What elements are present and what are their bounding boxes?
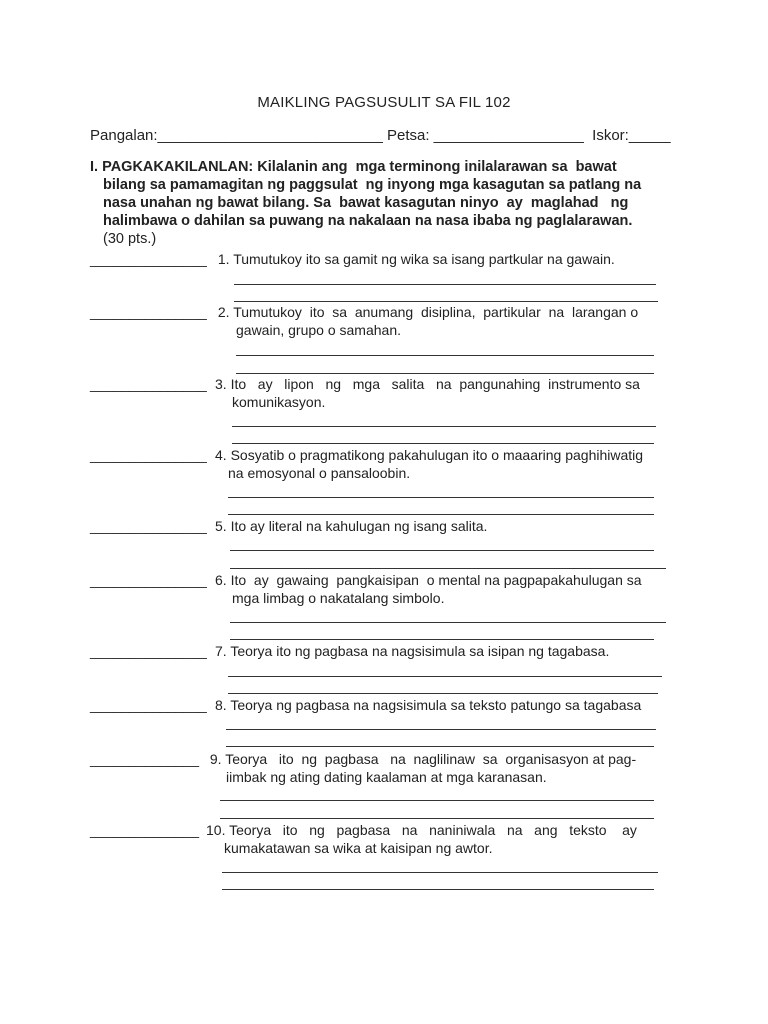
explanation-line[interactable] [230,639,654,640]
answer-blank[interactable]: _______________ [90,643,207,659]
answer-blank[interactable]: _______________ [90,447,207,463]
answer-blank[interactable]: ______________ [90,822,200,838]
question-text-continued: gawain, grupo o samahan. [236,322,401,338]
question-text: 5. Ito ay literal na kahulugan ng isang salita. [215,518,488,534]
question-text-continued: komunikasyon. [232,394,326,410]
explanation-line[interactable] [234,284,656,285]
explanation-line[interactable] [234,301,658,302]
explanation-line[interactable] [232,443,654,444]
answer-blank[interactable]: _______________ [90,697,207,713]
instructions-line-2: bilang sa pamamagitan ng paggsulat ng inyong mga kasagutan sa patlang na [103,177,642,193]
question-text-continued: na emosyonal o pansaloobin. [228,465,411,481]
question-text: 4. Sosyatib o pragmatikong pakahulugan ito o maaaring paghihiwatig [215,447,644,463]
question-text: 9. Teorya ito ng pagbasa na naglilinaw sa organisasyon at pag- [206,751,637,767]
explanation-line[interactable] [228,497,654,498]
answer-blank[interactable]: _______________ [90,376,207,392]
section-label: PAGKAKAKILANLAN: [102,159,254,175]
instructions-block [90,158,690,248]
student-info-line: Pangalan:___________________________ Petsa: __________________ Iskor:_____ [90,127,671,144]
answer-blank[interactable]: ______________ [90,751,200,767]
question-text: 3. Ito ay lipon ng mga salita na pangunahing instrumento sa [215,376,640,392]
explanation-line[interactable] [226,746,654,747]
explanation-line[interactable] [230,568,666,569]
explanation-line[interactable] [220,800,654,801]
question-text: 6. Ito ay gawaing pangkaisipan o mental na pagpapakahulugan sa [215,572,642,588]
instructions-line-3: nasa unahan ng bawat bilang. Sa bawat kasagutan ninyo ay maglahad ng [103,195,629,211]
section-numeral: I. [90,159,99,175]
explanation-line[interactable] [222,872,658,873]
question-text-continued: iimbak ng ating dating kaalaman at mga karanasan. [226,769,547,785]
answer-blank[interactable]: _______________ [90,251,207,267]
explanation-line[interactable] [232,426,656,427]
question-text: 8. Teorya ng pagbasa na nagsisimula sa teksto patungo sa tagabasa [215,697,642,713]
answer-blank[interactable]: _______________ [90,304,207,320]
explanation-line[interactable] [230,550,654,551]
question-text: 1. Tumutukoy ito sa gamit ng wika sa isang partkular na gawain. [214,251,615,267]
explanation-line[interactable] [228,693,658,694]
instructions-text-1: Kilalanin ang mga terminong inilalarawan sa bawat [257,159,617,175]
instructions-line-1 [90,158,690,176]
explanation-line[interactable] [236,355,654,356]
explanation-line[interactable] [230,622,666,623]
instructions-line-4: halimbawa o dahilan sa puwang na nakalaan na nasa ibaba ng paglalarawan. [103,213,633,229]
explanation-line[interactable] [228,514,654,515]
explanation-line[interactable] [222,889,654,890]
explanation-line[interactable] [228,676,662,677]
quiz-title: MAIKLING PAGSUSULIT SA FIL 102 [257,94,511,111]
answer-blank[interactable]: _______________ [90,518,207,534]
points-label: (30 pts.) [103,231,157,247]
question-text: 10. Teorya ito ng pagbasa na naniniwala na ang teksto ay [206,822,637,838]
question-text: 2. Tumutukoy ito sa anumang disiplina, partikular na larangan o [214,304,639,320]
explanation-line[interactable] [226,729,656,730]
explanation-line[interactable] [220,818,654,819]
question-text-continued: mga limbag o nakatalang simbolo. [232,590,445,606]
question-text-continued: kumakatawan sa wika at kaisipan ng awtor. [224,840,493,856]
question-text: 7. Teorya ito ng pagbasa na nagsisimula sa isipan ng tagabasa. [215,643,610,659]
answer-blank[interactable]: _______________ [90,572,207,588]
explanation-line[interactable] [236,373,654,374]
